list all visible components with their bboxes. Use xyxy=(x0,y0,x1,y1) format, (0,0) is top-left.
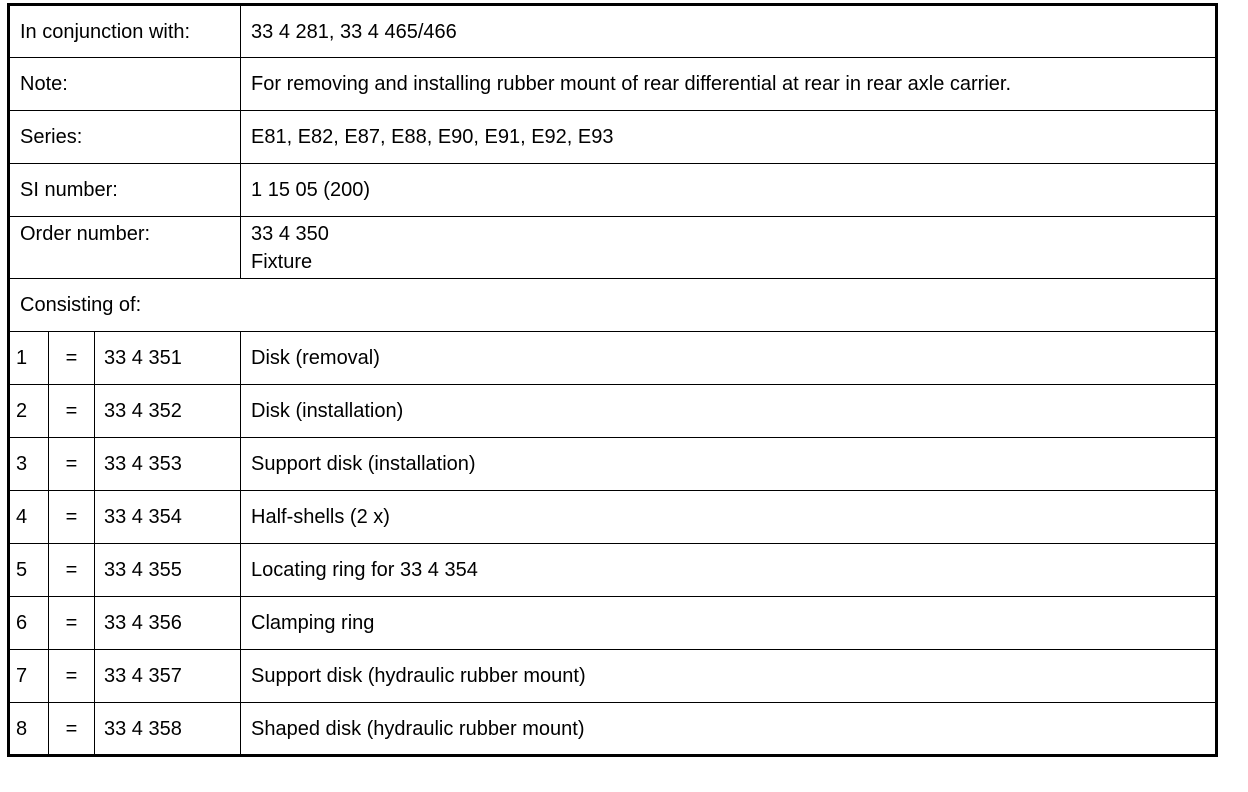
part-index: 6 xyxy=(9,597,49,650)
si-number-value: 1 15 05 (200) xyxy=(241,164,1217,217)
part-description: Half-shells (2 x) xyxy=(241,491,1217,544)
part-index: 7 xyxy=(9,650,49,703)
si-number-label: SI number: xyxy=(9,164,241,217)
part-description: Support disk (hydraulic rubber mount) xyxy=(241,650,1217,703)
order-number: 33 4 350 xyxy=(251,223,329,245)
part-description: Clamping ring xyxy=(241,597,1217,650)
part-separator: = xyxy=(49,544,95,597)
part-description: Shaped disk (hydraulic rubber mount) xyxy=(241,703,1217,756)
part-description: Disk (installation) xyxy=(241,385,1217,438)
order-number-row xyxy=(9,217,1217,279)
table-row xyxy=(9,597,1217,650)
series-row xyxy=(9,111,1217,164)
conjunction-row xyxy=(9,5,1217,58)
note-label: Note: xyxy=(9,58,241,111)
order-name: Fixture xyxy=(251,251,313,273)
table-row xyxy=(9,650,1217,703)
part-separator: = xyxy=(49,650,95,703)
series-value: E81, E82, E87, E88, E90, E91, E92, E93 xyxy=(241,111,1217,164)
part-number: 33 4 354 xyxy=(95,491,241,544)
si-number-row xyxy=(9,164,1217,217)
part-index: 2 xyxy=(9,385,49,438)
table-row xyxy=(9,332,1217,385)
part-number: 33 4 352 xyxy=(95,385,241,438)
table-row xyxy=(9,491,1217,544)
order-number-value xyxy=(241,217,1217,279)
table-row xyxy=(9,544,1217,597)
part-separator: = xyxy=(49,491,95,544)
note-value: For removing and installing rubber mount of rear differential at rear in rear axle carrier. xyxy=(241,58,1217,111)
part-description: Disk (removal) xyxy=(241,332,1217,385)
part-number: 33 4 358 xyxy=(95,703,241,756)
series-label: Series: xyxy=(9,111,241,164)
part-description: Support disk (installation) xyxy=(241,438,1217,491)
special-tool-table xyxy=(7,3,1218,757)
conjunction-label: In conjunction with: xyxy=(9,5,241,58)
consisting-row xyxy=(9,279,1217,332)
table-row xyxy=(9,438,1217,491)
part-description: Locating ring for 33 4 354 xyxy=(241,544,1217,597)
order-number-label: Order number: xyxy=(9,217,241,279)
part-number: 33 4 353 xyxy=(95,438,241,491)
part-separator: = xyxy=(49,703,95,756)
conjunction-value: 33 4 281, 33 4 465/466 xyxy=(241,5,1217,58)
table-row xyxy=(9,385,1217,438)
part-number: 33 4 351 xyxy=(95,332,241,385)
part-separator: = xyxy=(49,597,95,650)
part-number: 33 4 355 xyxy=(95,544,241,597)
part-index: 1 xyxy=(9,332,49,385)
part-separator: = xyxy=(49,385,95,438)
part-number: 33 4 357 xyxy=(95,650,241,703)
part-index: 5 xyxy=(9,544,49,597)
table-row xyxy=(9,703,1217,756)
part-number: 33 4 356 xyxy=(95,597,241,650)
part-index: 8 xyxy=(9,703,49,756)
note-row xyxy=(9,58,1217,111)
part-index: 3 xyxy=(9,438,49,491)
part-separator: = xyxy=(49,438,95,491)
part-index: 4 xyxy=(9,491,49,544)
part-separator: = xyxy=(49,332,95,385)
consisting-label: Consisting of: xyxy=(9,279,1217,332)
